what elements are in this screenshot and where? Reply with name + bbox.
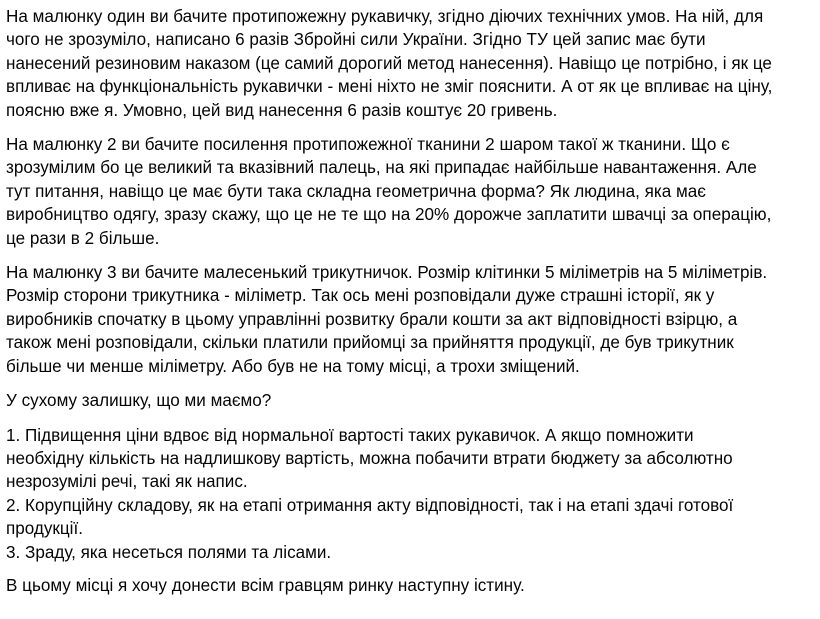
text-line: це рази в 2 більше. [6, 228, 160, 248]
paragraph-3 [6, 261, 814, 378]
text-line: більше чи менше міліметру. Або був не на тому місці, а трохи зміщений. [6, 356, 580, 376]
paragraph-5-list [6, 424, 814, 564]
text-line: виробників спочатку в цьому управлінні розвитку брали кошти за акт відповідності взірцю, а [6, 309, 738, 329]
list-item-line: 3. Зраду, яка несеться полями та лісами. [6, 542, 332, 562]
text-line: нанесений резиновим наказом (це самий дорогий метод нанесення). Навіщо це потрібно, і як це [6, 53, 772, 73]
text-line: чого не зрозуміло, написано 6 разів Збройні сили України. Згідно ТУ цей запис має бути [6, 30, 706, 50]
list-item-line: необхідну кількість на надлишкову вартість, можна побачити втрати бюджету за абсолютно [6, 448, 733, 468]
text-line: впливає на функціональність рукавички - мені ніхто не зміг пояснити. А от як це впливає на ціну, [6, 77, 773, 97]
paragraph-6 [6, 574, 814, 597]
paragraph-2 [6, 133, 814, 250]
text-line: тут питання, навіщо це має бути така складна геометрична форма? Як людина, яка має [6, 181, 706, 201]
list-item-line: продукції. [6, 519, 83, 539]
text-line: також мені розповідали, скільки платили прийомці за прийняття продукції, де був трикутник [6, 333, 734, 353]
text-line: Розмір сторони трикутника - міліметр. Так ось мені розповідали дуже страшні історії, як у [6, 286, 715, 306]
paragraph-1 [6, 5, 814, 122]
list-item-line: незрозумілі речі, такі як напис. [6, 472, 248, 492]
text-line: виробництво одягу, зразу скажу, що це не те що на 20% дорожче заплатити швачці за операцію, [6, 205, 772, 225]
text-line: зрозумілим бо це великий та вказівний палець, на які припадає найбільше навантаження. Але [6, 158, 757, 178]
text-line: На малюнку один ви бачите протипожежну рукавичку, згідно діючих технічних умов. На ній, для [6, 7, 764, 26]
text-line: На малюнку 2 ви бачите посилення протипожежної тканини 2 шаром такої ж тканини. Що є [6, 135, 730, 155]
list-item-line: 1. Підвищення ціни вдвоє від нормальної вартості таких рукавичок. А якщо помножити [6, 425, 694, 445]
text-line: На малюнку 3 ви бачите малесенький трикутничок. Розмір клітинки 5 міліметрів на 5 міліметрів. [6, 263, 768, 283]
text-line: поясню вже я. Умовно, цей вид нанесення 6 разів коштує 20 гривень. [6, 100, 558, 120]
text-line: В цьому місці я хочу донести всім гравцям ринку наступну істину. [6, 575, 525, 595]
text-line: У сухому залишку, що ми маємо? [6, 391, 272, 411]
list-item-line: 2. Корупційну складову, як на етапі отримання акту відповідності, так і на етапі здачі готової [6, 495, 734, 515]
paragraph-4 [6, 389, 814, 412]
